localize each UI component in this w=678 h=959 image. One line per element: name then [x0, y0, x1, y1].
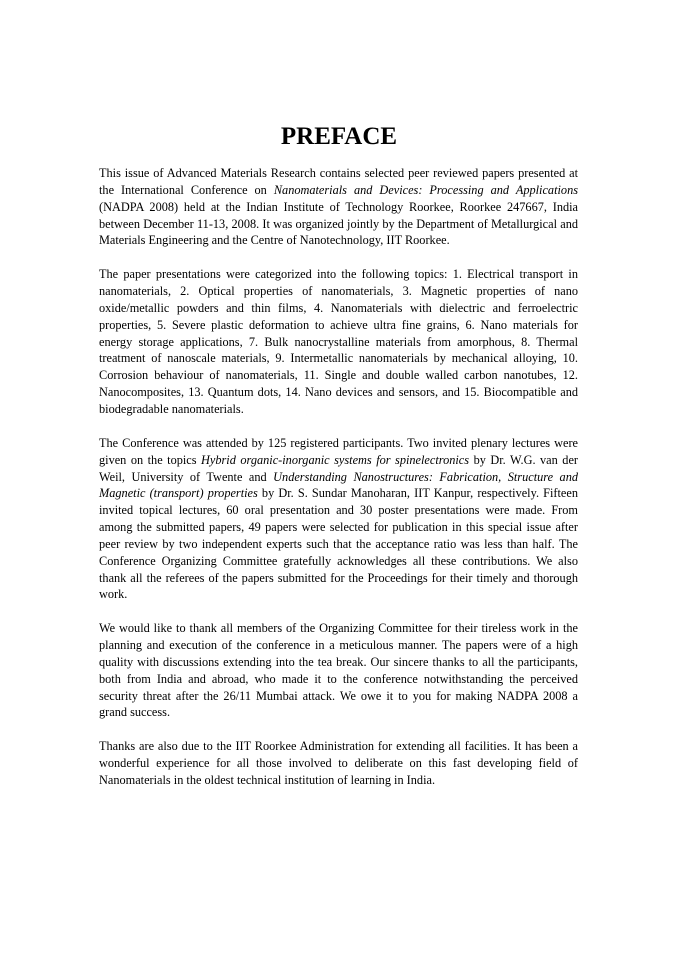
- paragraph-participants: [99, 435, 578, 603]
- paragraph-acknowledgements: We would like to thank all members of the Organizing Committee for their tireless work in the planning and execution of the conference in a meticulous manner. The papers were of a high quality with discussions extending into the tea break. Our sincere thanks to all the participants, both from India and abroad, who made it to the conference notwithstanding the perceived security threat after the 26/11 Mumbai attack. We owe it to you for making NADPA 2008 a grand success.: [99, 621, 578, 720]
- paragraph-1-text-c: (NADPA 2008) held at the Indian Institute of Technology Roorkee, Roorkee 247667, India between December 11-13, 2008. It was organized jointly by the Department of Metallurgical and Materials Engineering and the Centre of Nanotechnology, IIT Roorkee.: [99, 199, 578, 248]
- paragraph-3-text-c: by Dr. W.G. van der Weil, University of Twente and: [99, 452, 578, 484]
- paragraph-1-text-a: This issue of Advanced Materials Research contains selected peer reviewed papers presented at the International Conference on: [99, 166, 578, 197]
- preface-body: [99, 165, 578, 789]
- paragraph-closing: Thanks are also due to the IIT Roorkee Administration for extending all facilities. It has been a wonderful experience for all those involved to deliberate on this fast developing field of Nanomaterials in the oldest technical institution of learning in India.: [99, 739, 578, 787]
- page-title: PREFACE: [280, 123, 398, 150]
- plenary-lecture-1-title: Hybrid organic-inorganic systems for spinelectronics: [201, 452, 470, 467]
- paragraph-introduction: [99, 165, 578, 249]
- paragraph-3-text-e: by Dr. S. Sundar Manoharan, IIT Kanpur, respectively. Fifteen invited topical lectures, 60 oral presentation and 30 poster presentations were made. From among the submitted papers, 49 papers were selected for publication in this special issue after peer review by two independent experts such that the acceptance ratio was less than half. The Conference Organizing Committee gratefully acknowledges all these contributions. We also thank all the referees of the papers submitted for the Proceedings for their timely and thorough work.: [99, 486, 578, 602]
- plenary-lecture-2-title: Understanding Nanostructures: Fabrication, Structure and Magnetic (transport) properties: [99, 469, 578, 501]
- paragraph-3-text-a: The Conference was attended by 125 registered participants. Two invited plenary lectures were given on the topics: [99, 435, 578, 467]
- conference-name: Nanomaterials and Devices: Processing and Applications: [273, 182, 578, 197]
- paragraph-topics: The paper presentations were categorized into the following topics: 1. Electrical transport in nanomaterials, 2. Optical properties of nanomaterials, 3. Magnetic properties of nano oxide/metallic powders and thin films, 4. Nanomaterials with dielectric and ferroelectric properties, 5. Severe plastic deformation to achieve ultra fine grains, 6. Nano materials for energy storage applications, 7. Bulk nanocrystalline materials from amorphous, 8. Thermal treatment of nanoscale materials, 9. Intermetallic nanomaterials by mechanical alloying, 10. Corrosion behaviour of nanomaterials, 11. Single and double walled carbon nanotubes, 12. Nanocomposites, 13. Quantum dots, 14. Nano devices and sensors, and 15. Biocompatible and biodegradable nanomaterials.: [99, 267, 578, 416]
